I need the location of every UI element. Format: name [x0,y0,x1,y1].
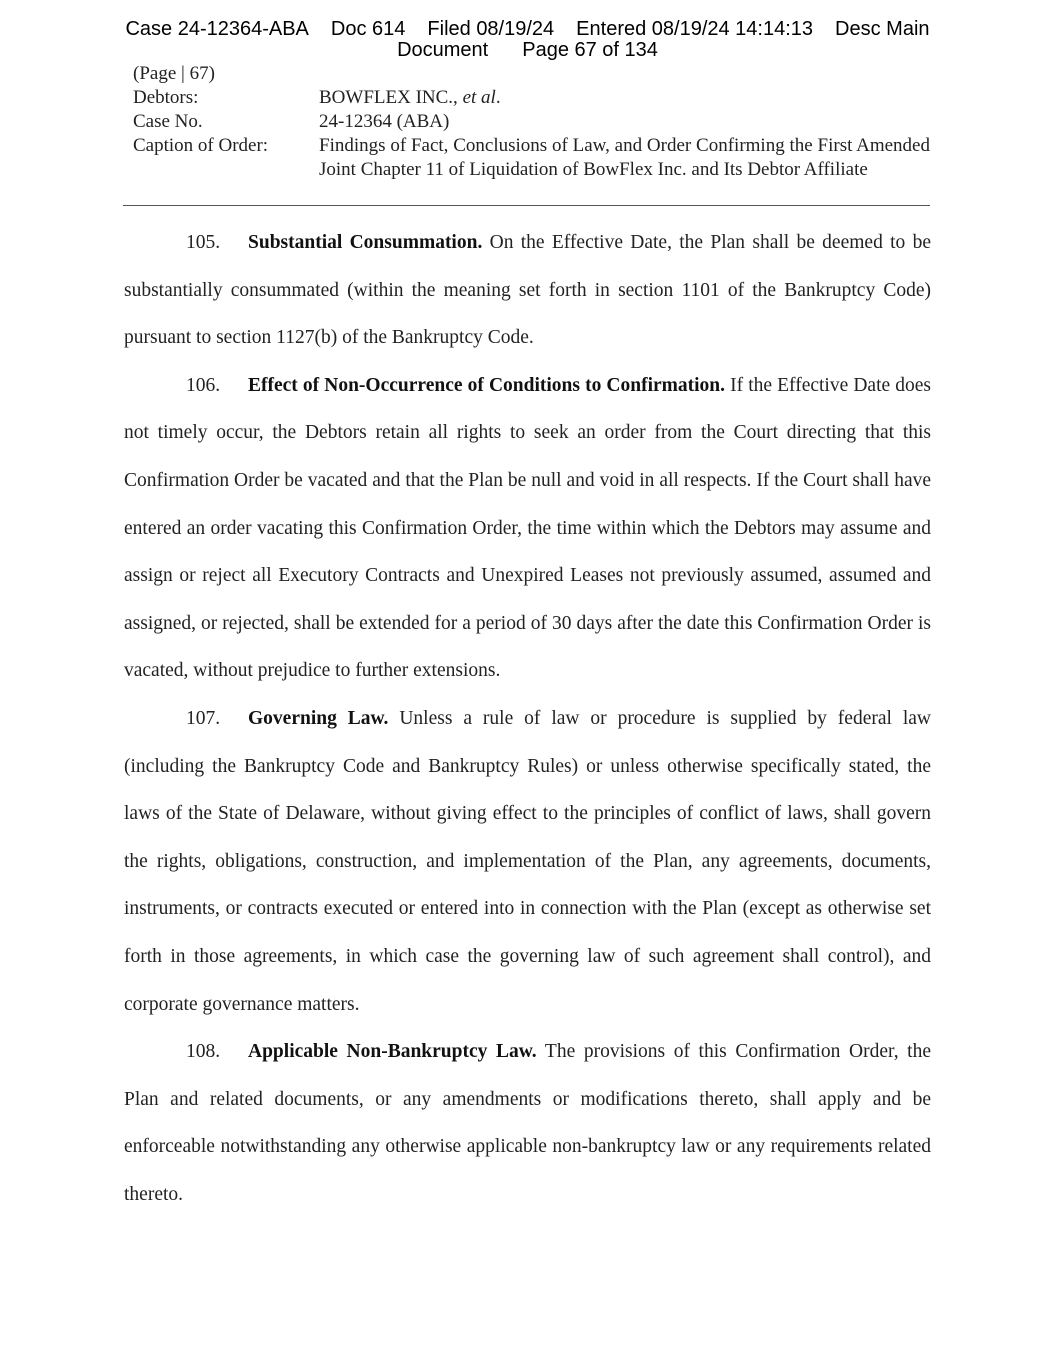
paragraph-heading: Substantial Consummation. [248,232,483,253]
paragraph-number: 107. [186,707,221,729]
paragraph-text: On the Effective Date, the Plan shall be deemed to be substantially consummated (within the meaning set forth in section 1101 of the Bankruptcy Code) pursuant to section 1127(b) of the Bankruptcy Code. [124,232,931,349]
document-label: Document [397,39,489,61]
caption-order-row [133,134,930,182]
entered-date-stamp: Entered 08/19/24 14:14:13 [576,18,814,40]
ecf-header-line-2 [0,40,1055,61]
paragraph-106 [124,362,931,695]
paragraph-107 [124,695,931,1028]
ecf-filing-header [0,19,1055,61]
case-no-label: Case No. [133,111,203,132]
paragraph-number: 105. [186,232,221,253]
paragraph-108 [124,1028,931,1218]
paragraph-number: 106. [186,374,221,396]
paragraph-heading: Applicable Non-Bankruptcy Law. [248,1041,537,1063]
debtors-value [319,86,930,110]
order-caption-block [133,62,930,182]
debtors-et-al: et al [462,87,496,108]
caption-case-row [133,110,930,134]
debtors-period: . [495,87,501,108]
document-body [124,219,931,1218]
desc-stamp: Desc Main [835,18,930,40]
paragraph-heading: Effect of Non-Occurrence of Conditions to Confirmation. [248,374,726,396]
caption-page-ref: (Page | 67) [133,63,215,84]
paragraph-text: The provisions of this Confirmation Order, the Plan and related documents, or any amendments or modifications thereto, shall apply and be enforceable notwithstanding any otherwise applicable non-bankruptcy law or any requirements related thereto. [124,1041,931,1205]
paragraph-heading: Governing Law. [248,707,389,729]
page-count-stamp: Page 67 of 134 [522,39,658,61]
case-number-stamp: Case 24-12364-ABA [125,18,309,40]
caption-divider-line [123,205,930,206]
paragraph-number: 108. [186,1041,221,1063]
case-no-value: 24-12364 (ABA) [319,111,450,132]
debtors-name: BOWFLEX INC., [319,87,463,108]
caption-of-order-value: Findings of Fact, Conclusions of Law, and Order Confirming the First Amended Joint Chapter 11 of Liquidation of BowFlex Inc. and Its Debtor Affiliate [319,135,930,180]
filed-date-stamp: Filed 08/19/24 [427,18,555,40]
caption-debtors-row [133,86,930,110]
doc-number-stamp: Doc 614 [330,18,406,40]
paragraph-105 [124,219,931,362]
paragraph-text: If the Effective Date does not timely occur, the Debtors retain all rights to seek an order from the Court directing that this Confirmation Order be vacated and that the Plan be null and void in all respects. If the Court shall have entered an order vacating this Confirmation Order, the time within which the Debtors may assume and assign or reject all Executory Contracts and Unexpired Leases not previously assumed, assumed and assigned, or rejected, shall be extended for a period of 30 days after the date this Confirmation Order is vacated, without prejudice to further extensions. [124,374,931,682]
caption-page-ref-row [133,62,930,86]
debtors-label: Debtors: [133,87,199,108]
paragraph-text: Unless a rule of law or procedure is supplied by federal law (including the Bankruptcy Code and Bankruptcy Rules) or unless otherwise specifically stated, the laws of the State of Delaware, without giving effect to the principles of conflict of laws, shall govern the rights, obligations, construction, and implementation of the Plan, any agreements, documents, instruments, or contracts executed or entered into in connection with the Plan (except as otherwise set forth in those agreements, in which case the governing law of such agreement shall control), and corporate governance matters. [124,707,931,1015]
caption-of-order-label: Caption of Order: [133,135,269,156]
ecf-header-line-1 [0,19,1055,40]
